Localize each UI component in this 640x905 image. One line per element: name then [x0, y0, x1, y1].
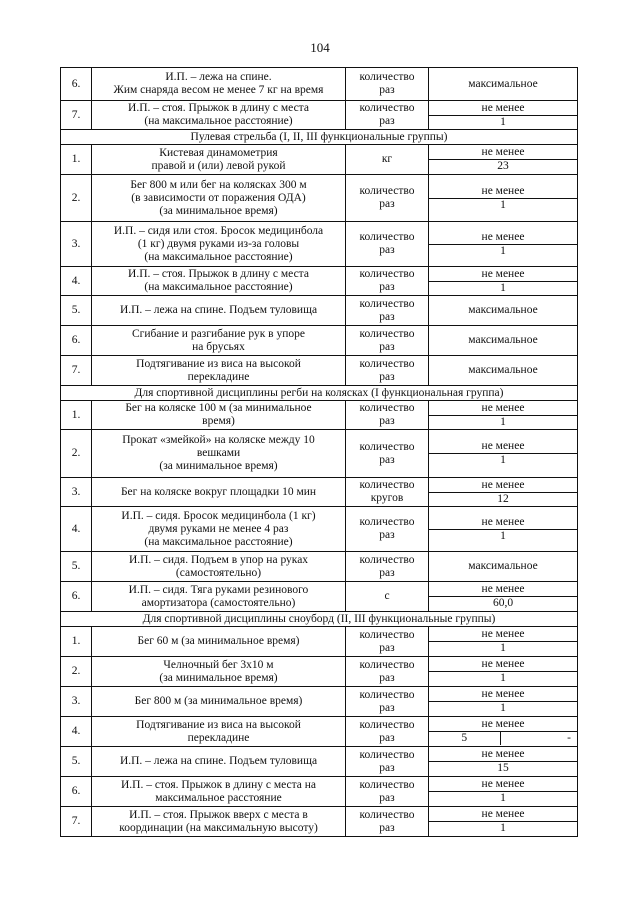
value-condition: максимальное	[468, 77, 538, 90]
exercise-name: И.П. – сидя. Подъем в упор на руках (самостоятельно)	[92, 552, 346, 582]
row-number: 6.	[61, 326, 92, 356]
standard-value	[429, 296, 578, 326]
unit-of-measure: количество раз	[346, 627, 429, 657]
value-condition: максимальное	[468, 364, 538, 376]
exercise-name: Сгибание и разгибание рук в упоре на брусьях	[92, 326, 346, 356]
standards-table-body	[61, 68, 578, 837]
unit-of-measure: количество раз	[346, 101, 429, 130]
unit-of-measure: количество раз	[346, 175, 429, 222]
exercise-name: Бег на коляске вокруг площадки 10 мин	[92, 478, 346, 507]
row-number: 7.	[61, 356, 92, 386]
value-condition: не менее	[429, 808, 578, 822]
value-condition: не менее	[429, 185, 578, 199]
value-condition: не менее	[429, 583, 578, 597]
standard-value	[429, 627, 578, 657]
unit-of-measure: кг	[346, 145, 429, 175]
table-row	[61, 507, 578, 552]
table-row	[61, 478, 578, 507]
unit-of-measure: количество раз	[346, 687, 429, 717]
value-number: 1	[500, 529, 506, 542]
standard-value	[429, 507, 578, 552]
value-number: 23	[497, 160, 509, 172]
row-number: 7.	[61, 807, 92, 837]
value-condition: не менее	[429, 628, 578, 642]
row-number: 2.	[61, 430, 92, 478]
table-row	[61, 68, 578, 101]
section-title: Пулевая стрельба (I, II, III функциональные группы)	[61, 130, 578, 145]
value-number: 12	[497, 492, 509, 505]
table-row	[61, 657, 578, 687]
unit-of-measure: количество раз	[346, 68, 429, 101]
value-number: 1	[500, 792, 506, 804]
exercise-name: И.П. – лежа на спине. Жим снаряда весом не менее 7 кг на время	[92, 68, 346, 101]
value-number: 1	[500, 415, 506, 428]
exercise-name: Прокат «змейкой» на коляске между 10 вешками (за минимальное время)	[92, 430, 346, 478]
table-row	[61, 552, 578, 582]
exercise-name: Бег на коляске 100 м (за минимальное время)	[92, 401, 346, 430]
standard-value	[429, 356, 578, 386]
unit-of-measure: количество раз	[346, 356, 429, 386]
standard-value	[429, 401, 578, 430]
value-number: 1	[500, 115, 506, 128]
table-row	[61, 717, 578, 747]
row-number: 4.	[61, 717, 92, 747]
value-condition: не менее	[429, 718, 578, 732]
value-condition: не менее	[429, 268, 578, 282]
row-number: 7.	[61, 101, 92, 130]
standard-value	[429, 430, 578, 478]
unit-of-measure: количество раз	[346, 747, 429, 777]
exercise-name: Подтягивание из виса на высокой перекладине	[92, 717, 346, 747]
row-number: 4.	[61, 267, 92, 296]
value-number: 15	[497, 762, 509, 774]
value-number: 60,0	[492, 597, 514, 609]
table-row	[61, 101, 578, 130]
value-number: 1	[500, 281, 506, 294]
row-number: 5.	[61, 296, 92, 326]
standard-value	[429, 552, 578, 582]
unit-of-measure: количество раз	[346, 657, 429, 687]
value-condition: не менее	[429, 778, 578, 792]
value-split	[429, 732, 577, 745]
unit-of-measure: количество раз	[346, 326, 429, 356]
value-number: 1	[500, 454, 506, 466]
standard-value	[429, 175, 578, 222]
standard-value	[429, 326, 578, 356]
section-header-row	[61, 612, 578, 627]
row-number: 1.	[61, 145, 92, 175]
row-number: 3.	[61, 478, 92, 507]
value-condition: не менее	[429, 440, 578, 454]
value-condition: не менее	[429, 516, 578, 530]
row-number: 6.	[61, 582, 92, 612]
unit-of-measure: количество раз	[346, 267, 429, 296]
value-number: 1	[500, 822, 506, 834]
table-row	[61, 296, 578, 326]
value-number: 1	[500, 672, 506, 684]
standard-value	[429, 267, 578, 296]
standard-value	[429, 582, 578, 612]
standard-value	[429, 717, 578, 747]
standard-value	[429, 101, 578, 130]
table-row	[61, 687, 578, 717]
section-title: Для спортивной дисциплины сноуборд (II, III функциональные группы)	[61, 612, 578, 627]
standard-value	[429, 807, 578, 837]
exercise-name: Подтягивание из виса на высокой перекладине	[92, 356, 346, 386]
exercise-name: И.П. – лежа на спине. Подъем туловища	[92, 296, 346, 326]
standards-table	[60, 67, 578, 837]
value-condition: максимальное	[468, 304, 538, 316]
exercise-name: Бег 800 м или бег на колясках 300 м (в зависимости от поражения ОДА) (за минимальное время)	[92, 175, 346, 222]
exercise-name: И.П. – стоя. Прыжок в длину с места (на максимальное расстояние)	[92, 101, 346, 130]
table-row	[61, 747, 578, 777]
row-number: 1.	[61, 627, 92, 657]
exercise-name: Челночный бег 3х10 м (за минимальное время)	[92, 657, 346, 687]
exercise-name: И.П. – стоя. Прыжок в длину с места на максимальное расстояние	[92, 777, 346, 807]
standard-value	[429, 145, 578, 175]
row-number: 1.	[61, 401, 92, 430]
value-condition: не менее	[429, 479, 578, 493]
exercise-name: И.П. – сидя или стоя. Бросок медицинбола (1 кг) двумя руками из-за головы (на максимальное расстояние)	[92, 222, 346, 267]
value-condition: максимальное	[468, 560, 538, 572]
value-condition: не менее	[429, 658, 578, 672]
unit-of-measure: количество раз	[346, 717, 429, 747]
value-condition: не менее	[429, 231, 578, 245]
section-title: Для спортивной дисциплины регби на колясках (I функциональная группа)	[61, 386, 578, 401]
value-condition: не менее	[429, 688, 578, 702]
value-number: 1	[500, 702, 506, 714]
value-condition: не менее	[429, 146, 578, 160]
unit-of-measure: количество раз	[346, 552, 429, 582]
value-number: 1	[500, 642, 506, 654]
standard-value	[429, 478, 578, 507]
exercise-name: Бег 800 м (за минимальное время)	[92, 687, 346, 717]
table-row	[61, 430, 578, 478]
table-row	[61, 356, 578, 386]
standard-value	[429, 687, 578, 717]
table-row	[61, 267, 578, 296]
table-row	[61, 627, 578, 657]
standard-value	[429, 68, 578, 101]
unit-of-measure: количество раз	[346, 507, 429, 552]
table-row	[61, 175, 578, 222]
row-number: 2.	[61, 175, 92, 222]
exercise-name: И.П. – стоя. Прыжок вверх с места в координации (на максимальную высоту)	[92, 807, 346, 837]
unit-of-measure: количество раз	[346, 807, 429, 837]
table-row	[61, 582, 578, 612]
standard-value	[429, 222, 578, 267]
standard-value	[429, 777, 578, 807]
table-row	[61, 401, 578, 430]
row-number: 6.	[61, 777, 92, 807]
value-number-secondary: -	[500, 732, 578, 745]
table-row	[61, 326, 578, 356]
standard-value	[429, 657, 578, 687]
unit-of-measure: количество раз	[346, 430, 429, 478]
row-number: 5.	[61, 747, 92, 777]
row-number: 2.	[61, 657, 92, 687]
table-row	[61, 145, 578, 175]
table-row	[61, 222, 578, 267]
unit-of-measure: количество раз	[346, 296, 429, 326]
section-header-row	[61, 130, 578, 145]
unit-of-measure: с	[346, 582, 429, 612]
value-number: 1	[500, 244, 506, 257]
value-condition: не менее	[429, 102, 578, 116]
row-number: 6.	[61, 68, 92, 101]
row-number: 3.	[61, 687, 92, 717]
exercise-name: И.П. – лежа на спине. Подъем туловища	[92, 747, 346, 777]
exercise-name: И.П. – сидя. Бросок медицинбола (1 кг) двумя руками не менее 4 раз (на максимальное расстояние)	[92, 507, 346, 552]
standard-value	[429, 747, 578, 777]
value-condition: не менее	[429, 748, 578, 762]
row-number: 4.	[61, 507, 92, 552]
section-header-row	[61, 386, 578, 401]
exercise-name: И.П. – сидя. Тяга руками резинового амортизатора (самостоятельно)	[92, 582, 346, 612]
exercise-name: Кистевая динамометрия правой и (или) левой рукой	[92, 145, 346, 175]
value-condition: максимальное	[468, 334, 538, 346]
table-row	[61, 807, 578, 837]
unit-of-measure: количество раз	[346, 777, 429, 807]
table-row	[61, 777, 578, 807]
row-number: 3.	[61, 222, 92, 267]
value-condition: не менее	[429, 402, 578, 416]
row-number: 5.	[61, 552, 92, 582]
exercise-name: Бег 60 м (за минимальное время)	[92, 627, 346, 657]
page-number: 104	[310, 40, 330, 55]
exercise-name: И.П. – стоя. Прыжок в длину с места (на максимальное расстояние)	[92, 267, 346, 296]
unit-of-measure: количество раз	[346, 401, 429, 430]
unit-of-measure: количество раз	[346, 222, 429, 267]
value-number: 5	[461, 732, 468, 744]
value-number: 1	[500, 198, 506, 211]
unit-of-measure: количество кругов	[346, 478, 429, 507]
